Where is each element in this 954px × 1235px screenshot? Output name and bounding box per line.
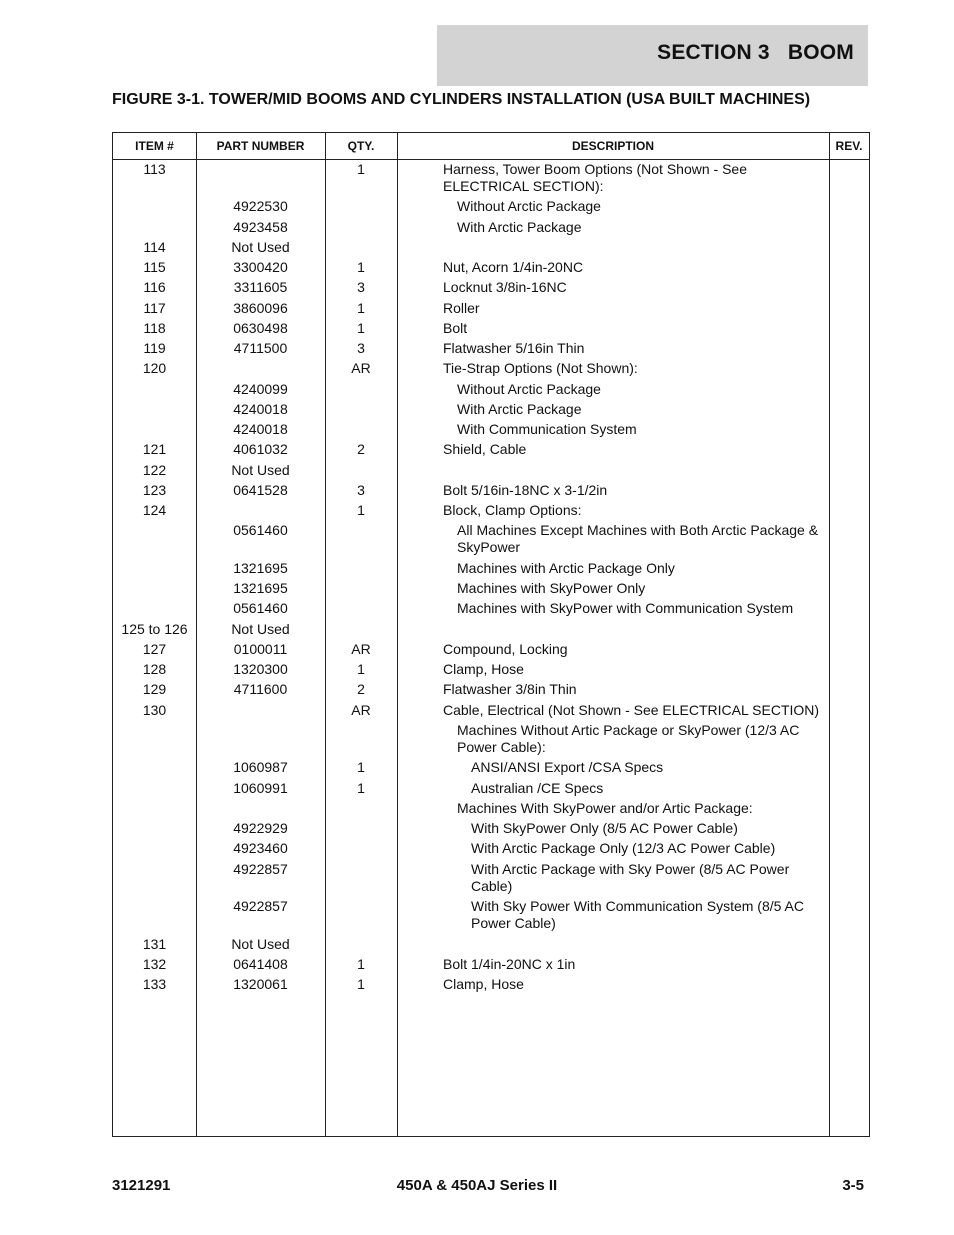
row-quantity: 1 — [357, 502, 365, 518]
row-part-number: Not Used — [231, 936, 290, 952]
column-divider — [397, 133, 398, 1136]
row-quantity: 3 — [357, 340, 365, 356]
row-description: Bolt — [443, 320, 468, 336]
col-header-rev: REV. — [835, 139, 863, 153]
row-description: Machines Without Artic Package or SkyPower (12/3 AC Power Cable): — [457, 722, 800, 755]
row-part-number: Not Used — [231, 621, 290, 637]
row-item-number: 129 — [142, 681, 167, 697]
row-part-number: 4922857 — [233, 898, 288, 914]
row-description: Machines with SkyPower with Communication System — [457, 600, 794, 616]
col-header-item: ITEM # — [135, 139, 174, 153]
row-description: With Arctic Package with Sky Power (8/5 AC Power Cable) — [471, 861, 790, 894]
row-part-number: 1321695 — [233, 580, 288, 596]
row-item-number: 115 — [143, 259, 166, 275]
row-description: Cable, Electrical (Not Shown - See ELECTRICAL SECTION) — [443, 702, 820, 718]
row-part-number: 1320300 — [233, 661, 288, 677]
row-description: Shield, Cable — [443, 441, 527, 457]
row-quantity: 1 — [357, 161, 365, 177]
row-description: With SkyPower Only (8/5 AC Power Cable) — [471, 820, 738, 836]
row-part-number: 0641528 — [233, 482, 288, 498]
parts-table — [112, 132, 870, 1137]
row-part-number: 1321695 — [233, 560, 288, 576]
row-description: Clamp, Hose — [443, 661, 524, 677]
row-description: Without Arctic Package — [457, 381, 601, 397]
row-description: Machines with Arctic Package Only — [457, 560, 675, 576]
row-description: Machines with SkyPower Only — [457, 580, 646, 596]
row-item-number: 131 — [142, 936, 167, 952]
row-quantity: 2 — [357, 681, 365, 697]
row-description: Flatwasher 3/8in Thin — [443, 681, 577, 697]
row-description: Clamp, Hose — [443, 976, 524, 992]
row-quantity: AR — [351, 641, 371, 657]
row-quantity: AR — [351, 702, 371, 718]
row-quantity: 1 — [357, 259, 365, 275]
row-part-number: 4240099 — [233, 381, 288, 397]
row-quantity: 1 — [357, 780, 365, 796]
section-title: SECTION 3 BOOM — [657, 41, 854, 64]
row-part-number: 4711600 — [233, 681, 288, 697]
row-description: Harness, Tower Boom Options (Not Shown - See ELECTRICAL SECTION): — [443, 161, 747, 194]
row-description: Australian /CE Specs — [471, 780, 604, 796]
row-description: Compound, Locking — [443, 641, 568, 657]
row-quantity: 2 — [357, 441, 365, 457]
row-item-number: 125 to 126 — [121, 621, 188, 637]
row-part-number: 3860096 — [233, 300, 288, 316]
col-header-description: DESCRIPTION — [571, 139, 654, 153]
row-description: Flatwasher 5/16in Thin — [443, 340, 585, 356]
footer-model: 450A & 450AJ Series II — [396, 1177, 558, 1194]
row-part-number: 4061032 — [233, 441, 288, 457]
row-item-number: 114 — [143, 239, 166, 255]
row-item-number: 118 — [143, 320, 166, 336]
row-item-number: 119 — [143, 340, 166, 356]
row-item-number: 133 — [142, 976, 167, 992]
row-description: ANSI/ANSI Export /CSA Specs — [471, 759, 664, 775]
row-part-number: 0630498 — [233, 320, 288, 336]
row-part-number: 4923460 — [233, 840, 288, 856]
row-quantity: 1 — [357, 661, 365, 677]
row-quantity: 1 — [357, 956, 365, 972]
row-quantity: AR — [351, 360, 371, 376]
row-part-number: 3311605 — [233, 279, 288, 295]
row-part-number: 4922929 — [233, 820, 288, 836]
row-quantity: 1 — [357, 759, 365, 775]
row-description: Bolt 5/16in-18NC x 3-1/2in — [443, 482, 608, 498]
header-divider — [113, 159, 869, 160]
row-part-number: 0561460 — [233, 600, 288, 616]
row-item-number: 128 — [142, 661, 167, 677]
row-description: Without Arctic Package — [457, 198, 601, 214]
row-item-number: 116 — [143, 279, 166, 295]
row-description: With Communication System — [457, 421, 637, 437]
row-item-number: 130 — [142, 702, 167, 718]
row-description: Machines With SkyPower and/or Artic Package: — [457, 800, 753, 816]
row-description: With Sky Power With Communication System (8/5 AC Power Cable) — [471, 898, 804, 931]
row-part-number: Not Used — [231, 239, 290, 255]
row-part-number: 1060991 — [233, 780, 288, 796]
row-description: All Machines Except Machines with Both Arctic Package & SkyPower — [457, 522, 819, 555]
row-item-number: 120 — [142, 360, 167, 376]
row-part-number: 0641408 — [233, 956, 288, 972]
row-description: With Arctic Package Only (12/3 AC Power Cable) — [471, 840, 776, 856]
row-part-number: 4711500 — [233, 340, 288, 356]
row-item-number: 113 — [143, 161, 166, 177]
row-part-number: 1320061 — [233, 976, 288, 992]
row-part-number: 0100011 — [233, 641, 288, 657]
row-quantity: 1 — [357, 320, 365, 336]
row-description: Block, Clamp Options: — [443, 502, 582, 518]
row-part-number: 4240018 — [233, 401, 288, 417]
row-part-number: 4923458 — [233, 219, 288, 235]
row-quantity: 1 — [357, 300, 365, 316]
figure-title: FIGURE 3-1. TOWER/MID BOOMS AND CYLINDERS INSTALLATION (USA BUILT MACHINES) — [112, 91, 811, 108]
row-part-number: 4922530 — [233, 198, 288, 214]
row-item-number: 123 — [142, 482, 167, 498]
row-description: Bolt 1/4in-20NC x 1in — [443, 956, 576, 972]
row-part-number: Not Used — [231, 462, 290, 478]
row-part-number: 0561460 — [233, 522, 288, 538]
row-quantity: 1 — [357, 976, 365, 992]
row-part-number: 1060987 — [233, 759, 288, 775]
row-item-number: 132 — [142, 956, 167, 972]
row-description: With Arctic Package — [457, 219, 582, 235]
row-item-number: 124 — [142, 502, 167, 518]
row-part-number: 4922857 — [233, 861, 288, 877]
row-quantity: 3 — [357, 279, 365, 295]
col-header-part-number: PART NUMBER — [216, 139, 305, 153]
row-description: Tie-Strap Options (Not Shown): — [443, 360, 638, 376]
row-description: Roller — [443, 300, 480, 316]
footer-doc-number: 3121291 — [112, 1177, 171, 1194]
row-item-number: 117 — [143, 300, 166, 316]
row-item-number: 127 — [142, 641, 167, 657]
row-item-number: 121 — [142, 441, 167, 457]
row-part-number: 4240018 — [233, 421, 288, 437]
column-divider — [829, 133, 830, 1136]
row-description: With Arctic Package — [457, 401, 582, 417]
row-description: Nut, Acorn 1/4in-20NC — [443, 259, 584, 275]
footer-page-number: 3-5 — [842, 1177, 864, 1194]
row-description: Locknut 3/8in-16NC — [443, 279, 567, 295]
section-header-box — [437, 25, 868, 86]
col-header-qty: QTY. — [347, 139, 375, 153]
row-quantity: 3 — [357, 482, 365, 498]
row-item-number: 122 — [142, 462, 167, 478]
row-part-number: 3300420 — [233, 259, 288, 275]
